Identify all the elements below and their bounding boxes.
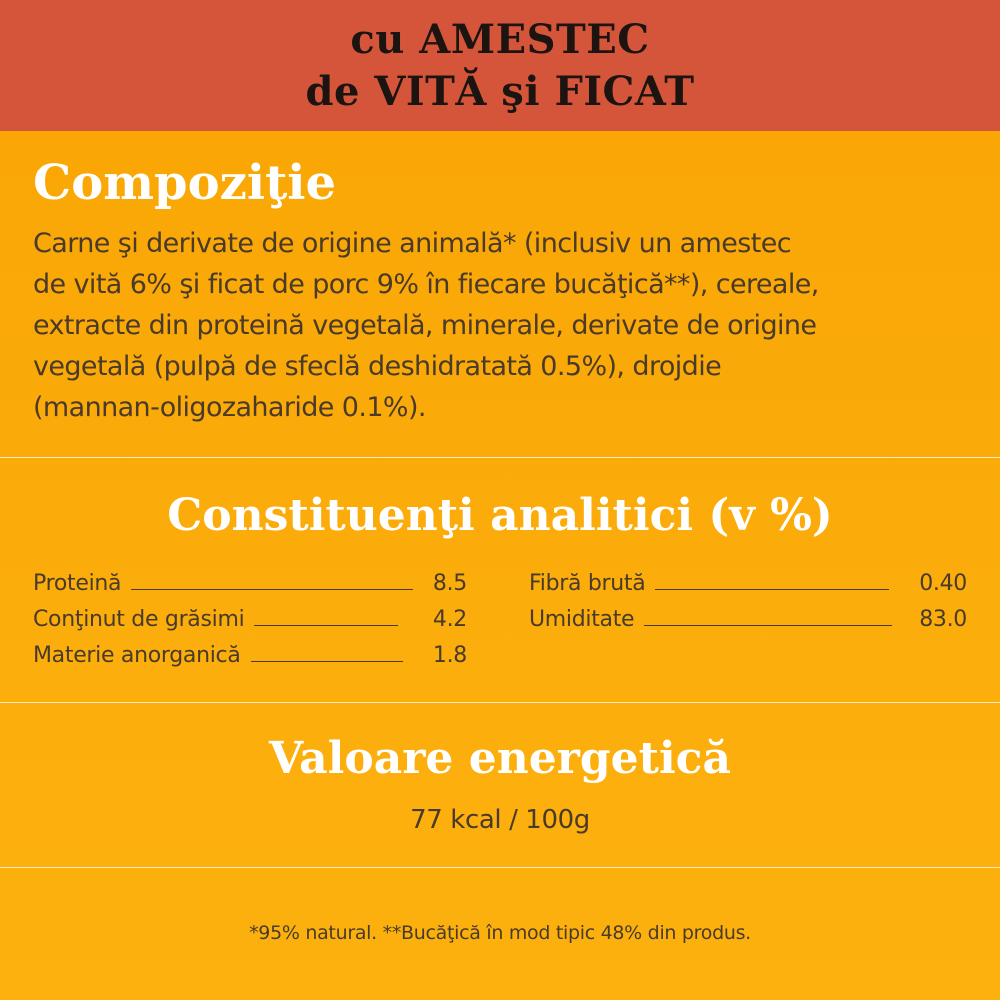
analytics-section — [0, 458, 1000, 702]
composition-section — [0, 131, 1000, 457]
analytic-label: Conţinut de grăsimi — [33, 607, 245, 632]
energy-value: 77 kcal / 100g — [410, 805, 590, 835]
analytic-value: 1.8 — [432, 643, 467, 668]
composition-line: (mannan-oligozaharide 0.1%). — [33, 392, 426, 423]
analytics-column-left — [33, 560, 467, 668]
analytic-row-protein — [33, 560, 467, 596]
leader-line — [254, 625, 398, 626]
title-banner — [0, 0, 1000, 131]
analytic-label: Umiditate — [529, 607, 635, 632]
footnote: *95% natural. **Bucăţică în mod tipic 48% din produs. — [249, 922, 751, 944]
leader-line — [131, 589, 413, 590]
analytic-value: 8.5 — [432, 571, 467, 596]
analytic-value: 83.0 — [919, 607, 967, 632]
analytics-column-right — [529, 560, 967, 632]
analytic-value: 0.40 — [919, 571, 967, 596]
leader-line — [644, 625, 892, 626]
composition-line: vegetală (pulpă de sfeclă deshidratată 0.5%), drojdie — [33, 351, 722, 382]
analytic-label: Proteină — [33, 571, 122, 596]
composition-line: Carne şi derivate de origine animală* (inclusiv un amestec — [33, 228, 791, 259]
analytic-row-ash — [33, 632, 467, 668]
banner-title-line-2: de VITĂ şi FICAT — [305, 67, 695, 115]
composition-text — [33, 223, 967, 428]
energy-heading: Valoare energetică — [269, 733, 731, 784]
analytic-row-moisture — [529, 596, 967, 632]
composition-line: de vită 6% şi ficat de porc 9% în fiecare bucăţică**), cereale, — [33, 269, 819, 300]
analytic-label: Materie anorganică — [33, 643, 241, 668]
analytic-row-fibre — [529, 560, 967, 596]
analytic-value: 4.2 — [432, 607, 467, 632]
composition-heading: Compoziţie — [33, 155, 337, 211]
analytic-label: Fibră brută — [529, 571, 646, 596]
analytic-row-fat — [33, 596, 467, 632]
composition-line: extracte din proteină vegetală, minerale, derivate de origine — [33, 310, 817, 341]
divider — [0, 867, 1000, 868]
leader-line — [251, 661, 403, 662]
banner-title-line-1: cu AMESTEC — [350, 15, 650, 63]
analytics-heading: Constituenţi analitici (v %) — [167, 490, 833, 541]
energy-section — [0, 703, 1000, 867]
leader-line — [655, 589, 889, 590]
